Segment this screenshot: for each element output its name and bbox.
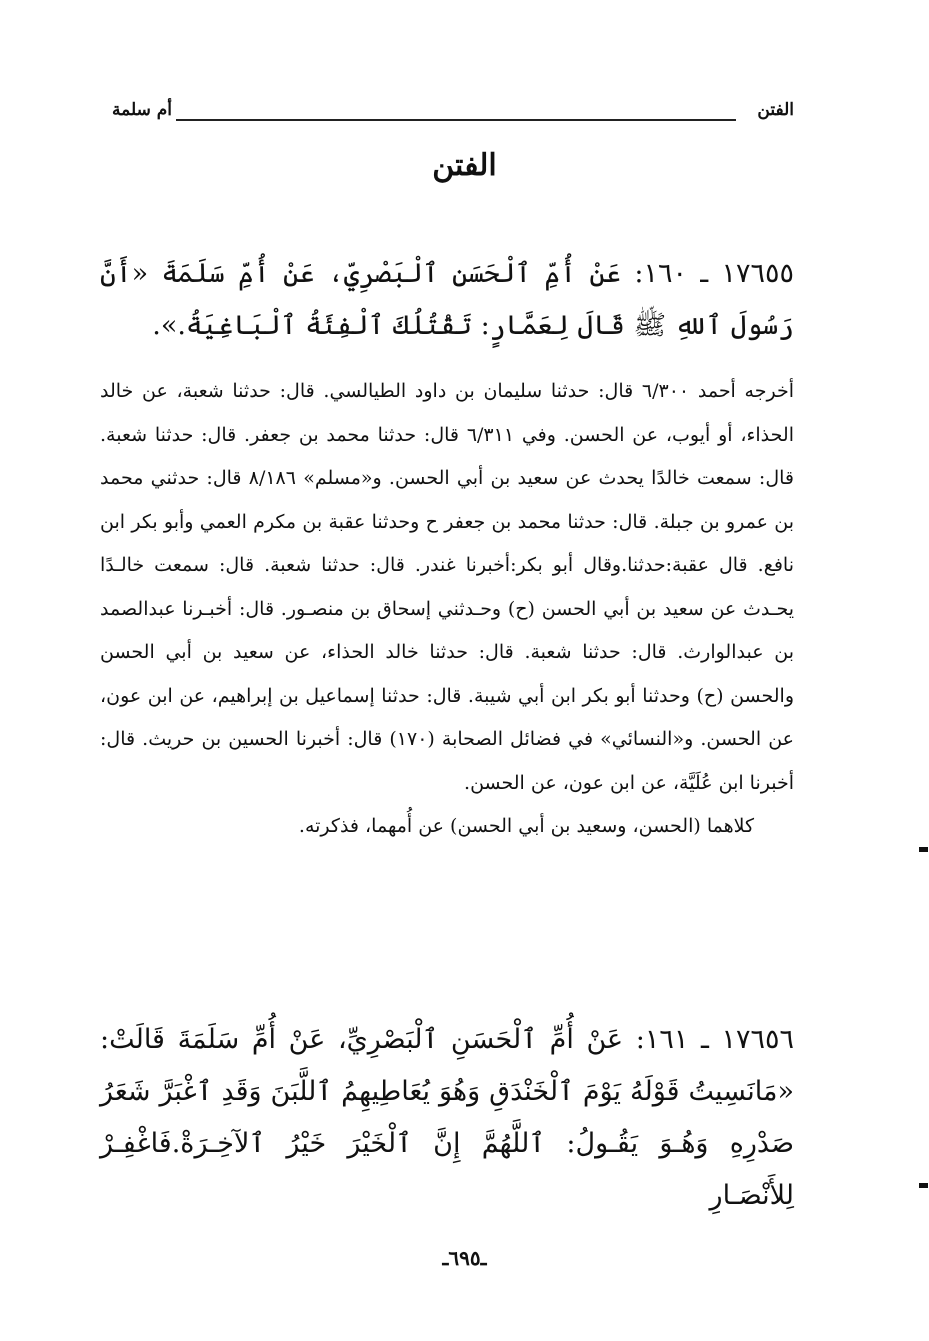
page-number: ـ٦٩٥ـ [442, 1246, 487, 1270]
running-head-chapter: الفتن [757, 100, 794, 120]
takhrij-summary: كلاهما (الحسن، وسعيد بن أبي الحسن) عن أُمهما، فذكرته. [298, 815, 754, 837]
margin-mark [919, 1183, 928, 1188]
header-rule [176, 119, 736, 121]
hadith-17655: ١٧٦٥٥ ـ ١٦٠: عَنْ أُمِّ ٱلْحَسَنِ ٱلْبَصْرِيِّ، عَنْ أُمِّ سَلَمَةَ «أَنَّ رَسُولَ ٱللهِ ﷺ قَالَ لِعَمَّارٍ: تَقْتُلُكَ ٱلْفِئَةُ ٱلْبَاغِيَةُ.». [100, 258, 795, 341]
chapter-title: الفتن [432, 148, 497, 183]
takhrij-body: أخرجه أحمد ٦/٣٠٠ قال: حدثنا سليمان بن داود الطيالسي. قال: حدثنا شعبة، عن خالد الحذاء، أو أيوب، عن الحسن. وفي ٦/٣١١ قال: حدثنا محمد بن جعفر. قال: حدثنا شعبة. قال: سمعت خالدًا يحدث عن سعيد بن أبي الحسن. و«مسلم» ٨/١٨٦ قال: حدثني محمد بن عمرو بن جبلة. قال: حدثنا محمد بن جعفر ح وحدثنا عقبة بن مكرم العمي وأبو بكر ابن نافع. قال عقبة:حدثنا.وقال أبو بكر:أخبرنا غندر. قال: حدثنا شعبة. قال: سمعت خالـدًا يحـدث عن سعيد بن أبي الحسن (ح) وحـدثني إسحاق بن منصـور. قال: أخبـرنا عبدالصمد بن عبدالوارث. قال: حدثنا شعبة. قال: حدثنا خالد الحذاء، عن سعيد بن أبي الحسن والحسن (ح) وحدثنا أبو بكر ابن أبي شيبة. قال: حدثنا إسماعيل بن إبراهيم، عن ابن عون، عن الحسن. و«النسائي» في فضائل الصحابة (١٧٠) قال: أخبرنا الحسين بن حريث. قال: أخبرنا ابن عُلَيَّة، عن ابن عون، عن الحسن. [100, 380, 795, 794]
running-head-narrator: أم سلمة [112, 100, 172, 120]
takhrij-notes [100, 370, 794, 849]
running-header [112, 100, 794, 132]
hadith-17656: ١٧٦٥٦ ـ ١٦١: عَنْ أُمِّ ٱلْحَسَنِ ٱلْبَصْرِيِّ، عَنْ أُمِّ سَلَمَةَ قَالَتْ: «مَانَسِيتُ قَوْلَهُ يَوْمَ ٱلْخَنْدَقِ وَهُوَ يُعَاطِيهِمُ ٱللَّبَنَ وَقَدِ ٱغْبَرَّ شَعَرُ صَدْرِهِ وَهُـوَ يَقُـولُ: ٱللَّهُمَّ إِنَّ ٱلْخَيْرَ خَيْرُ ٱلآخِـرَةْ.فَاغْفِـرْ لِلأَنْصَـارِ [100, 1024, 795, 1211]
margin-mark [919, 847, 928, 852]
